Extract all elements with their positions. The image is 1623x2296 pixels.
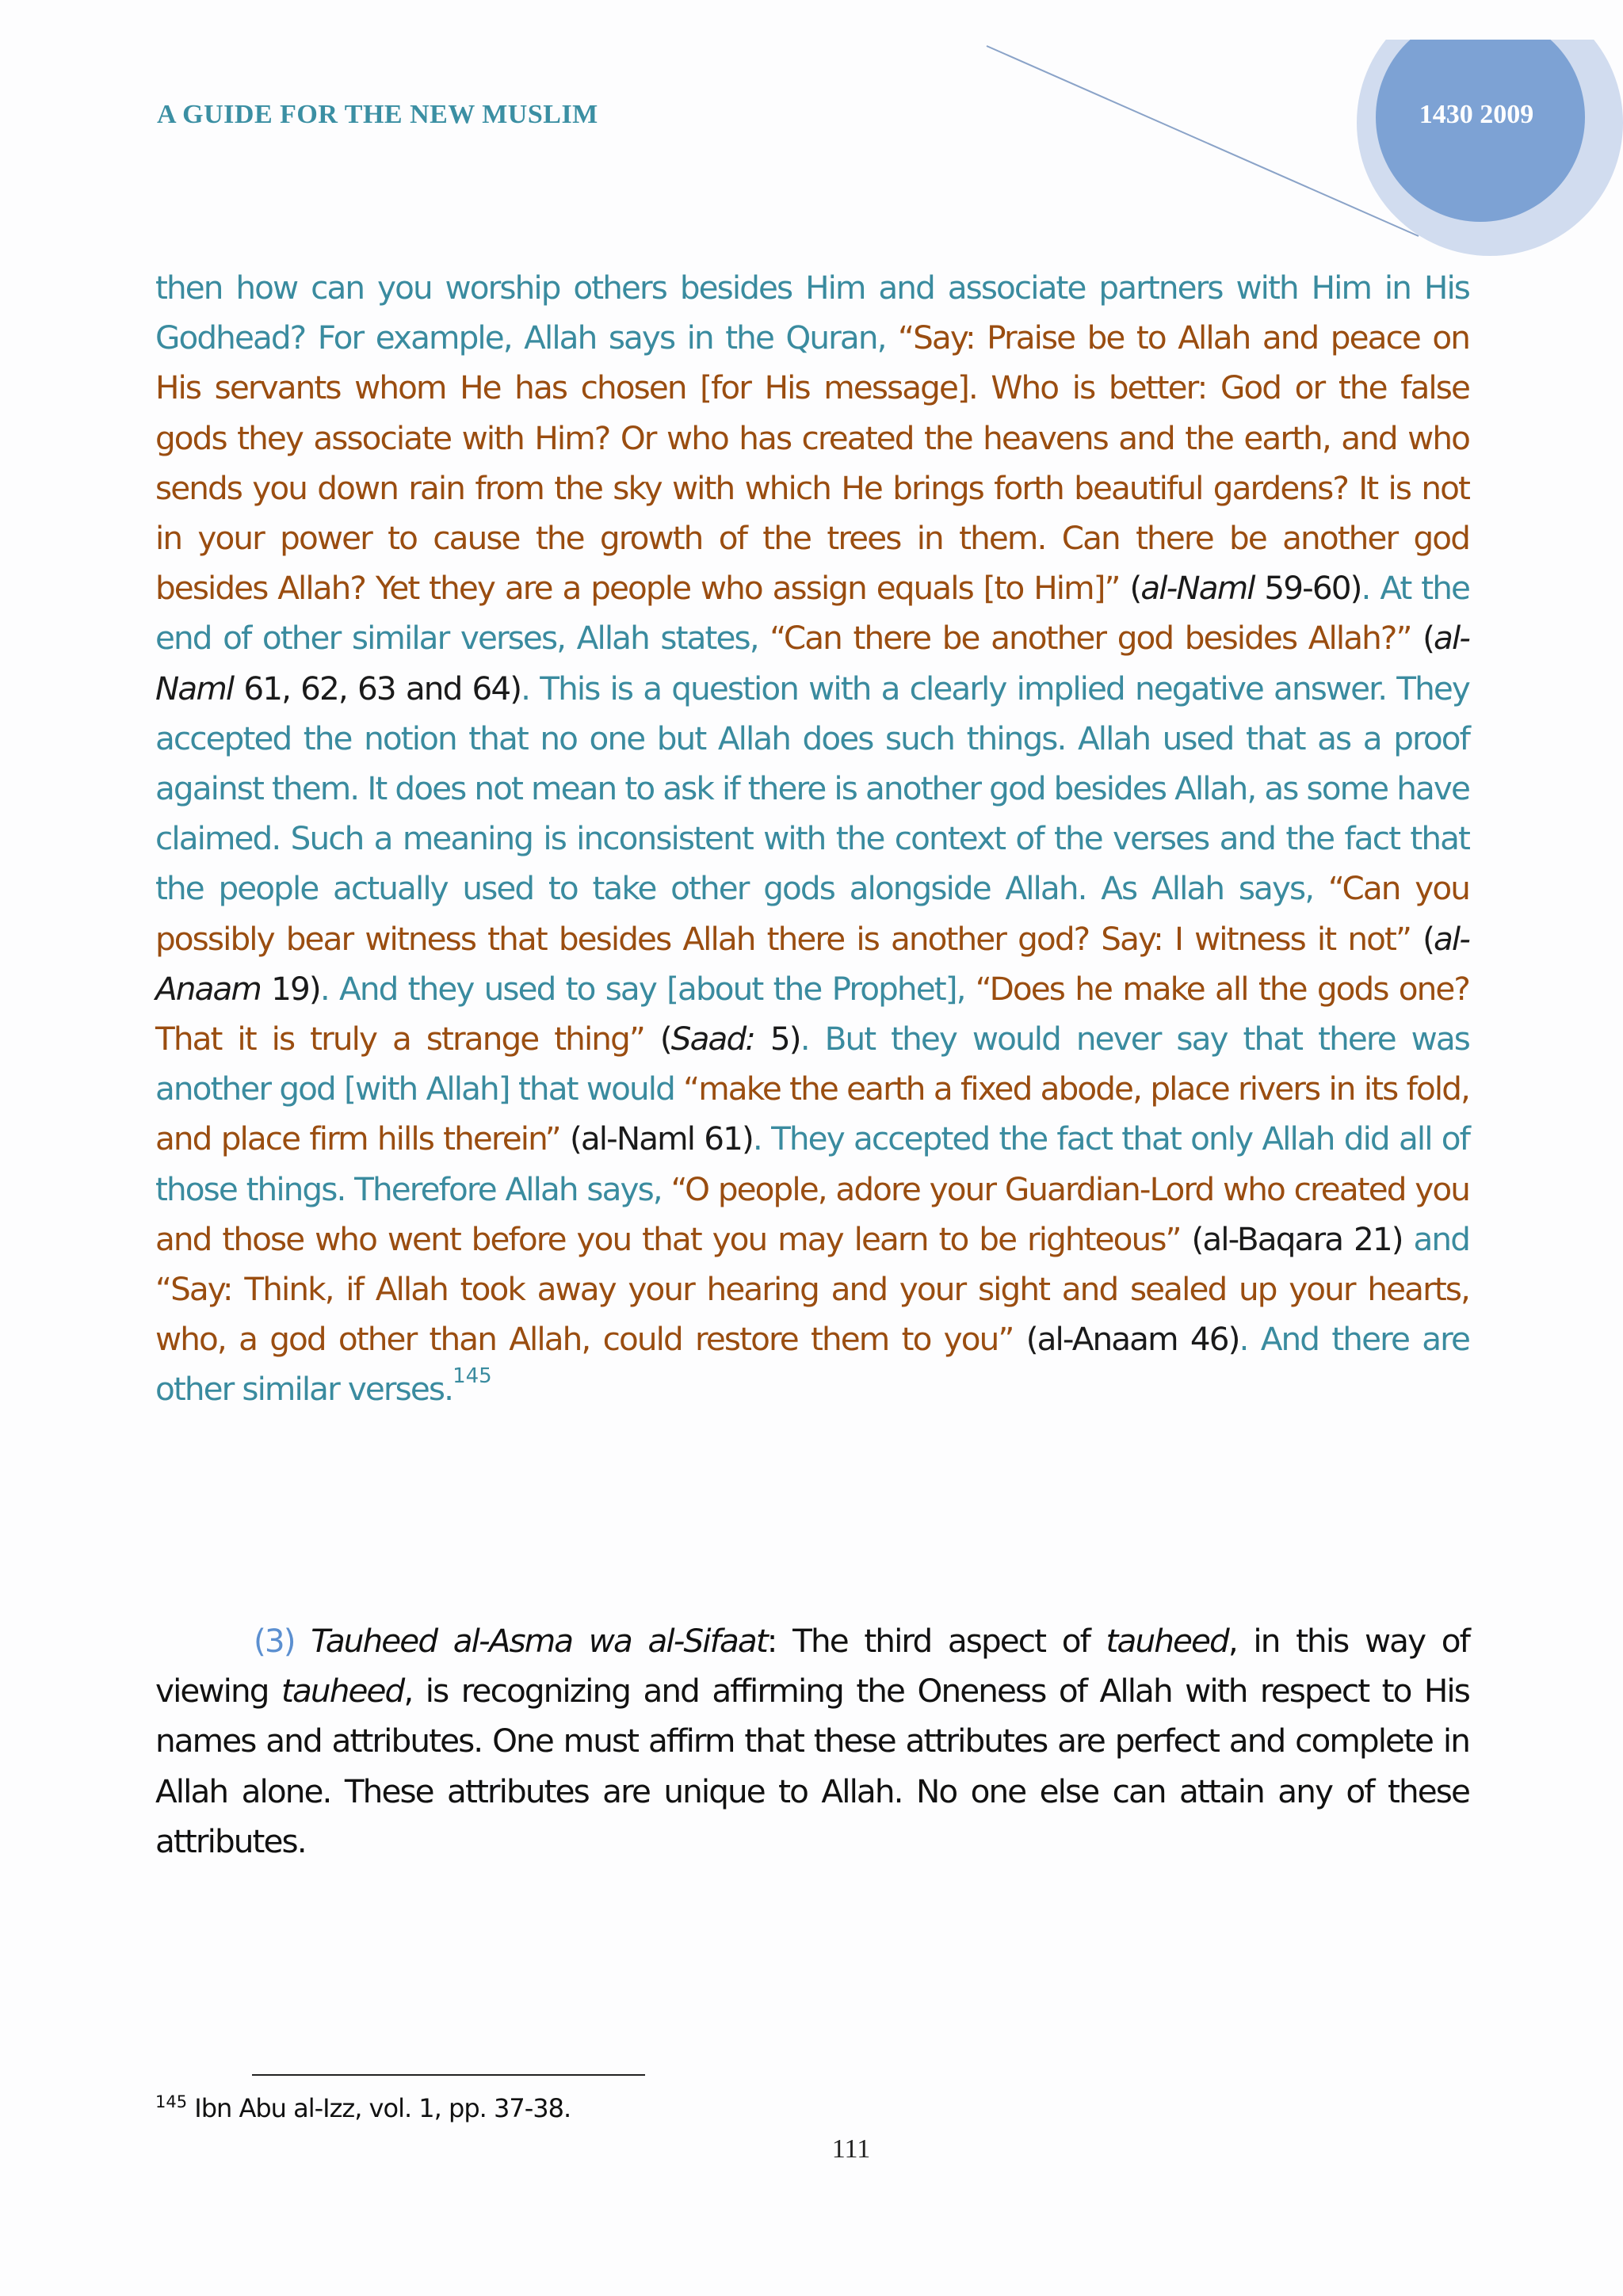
page-number: 111 — [831, 2134, 871, 2164]
footnote-separator — [252, 2074, 645, 2076]
text-segment: . And they used to say [about the Prophet], — [319, 969, 976, 1008]
section-number: (3) — [254, 1622, 295, 1660]
citation-surah: al-Naml — [1140, 569, 1254, 608]
quran-quote: “Say: Think, if Allah took away your hearing and your sight and sealed up your hearts, who, a god other than Allah, could restore them to you” — [155, 1270, 1469, 1359]
footnote-number: 145 — [155, 2092, 188, 2111]
paragraph-tauheed-asma-sifaat — [155, 1616, 1469, 1867]
citation: (al-Naml 61) — [559, 1119, 753, 1158]
header-decoration — [975, 40, 1623, 269]
citation-verses: 19) — [260, 969, 320, 1008]
running-header-title: A GUIDE FOR THE NEW MUSLIM — [157, 100, 598, 129]
footnote-reference[interactable]: 145 — [453, 1364, 492, 1389]
running-header-year: 1430 2009 — [1419, 100, 1534, 129]
text-segment: . At the end of other similar verses, Allah states, — [155, 569, 1469, 658]
text-segment: . This is a question with a clearly implied negative answer. They accepted the notion that no one but Allah does such things. Allah used that as a proof against them. It does not mean to ask if there is another god besides Allah, as some have claimed. Such a meaning is inconsistent with the context of the verses and the fact that the people actually used to take other gods alongside Allah. As Allah says, — [155, 669, 1469, 908]
footnote-text: Ibn Abu al-Izz, vol. 1, pp. 37-38. — [187, 2093, 571, 2123]
citation-open: ( — [1411, 919, 1434, 958]
term-italic: tauheed — [1106, 1622, 1228, 1660]
citation-surah: al-Anaam — [155, 919, 1469, 1008]
text-segment: . And there are other similar verses. — [155, 1320, 1469, 1409]
quran-quote: “Say: Praise be to Allah and peace on His servants whom He has chosen [for His message]. Who is better: God or the false gods they associate with Him? Or who has created the heavens and the earth, and who sends you down rain from the sky with which He brings forth beautiful gardens? It is not in your power to cause the growth of the trees in them. Can there be another god besides Allah? Yet they are a people who assign equals [to Him]” — [155, 318, 1469, 608]
term-italic: Tauheed al-Asma wa al-Sifaat — [294, 1622, 767, 1660]
citation: (al-Baqara 21) — [1180, 1219, 1403, 1258]
citation-verses: 59-60) — [1254, 569, 1361, 608]
citation: (al-Anaam 46) — [1013, 1320, 1239, 1359]
citation-verses: 5) — [754, 1020, 800, 1058]
citation-verses: 61, 62, 63 and 64) — [233, 669, 521, 707]
footnote — [155, 2093, 571, 2123]
text-segment: then how can you worship others besides Him and associate partners with Him in His Godhead? For example, Allah says in the Quran, — [155, 269, 1469, 357]
paragraph-quran-verses — [155, 263, 1469, 1415]
decoration-line — [987, 46, 1419, 236]
text-segment: , in this way of viewing — [155, 1622, 1469, 1711]
quran-quote: “Can there be another god besides Allah?” — [769, 619, 1411, 658]
citation-open: ( — [643, 1020, 671, 1058]
citation-surah: al-Naml — [155, 619, 1470, 707]
citation-surah: Saad: — [670, 1020, 754, 1058]
term-italic: tauheed — [281, 1672, 404, 1711]
citation-open: ( — [1411, 619, 1434, 658]
quran-quote: “Can you possibly bear witness that besides Allah there is another god? Say: I witness it not” — [155, 869, 1469, 958]
text-segment: . They accepted the fact that only Allah did all of those things. Therefore Allah says, — [155, 1119, 1470, 1208]
text-segment: , is recognizing and affirming the Oneness of Allah with respect to His names and attributes. One must affirm that these attributes are perfect and complete in Allah alone. These attributes are unique to Allah. No one else can attain any of these attributes. — [155, 1672, 1469, 1860]
quran-quote: “O people, adore your Guardian-Lord who created you and those who went before you that you may learn to be righteous” — [155, 1169, 1469, 1258]
text-segment: and — [1402, 1219, 1470, 1258]
citation-open: ( — [1119, 569, 1141, 608]
text-segment: : The third aspect of — [766, 1622, 1106, 1660]
quran-quote: “Does he make all the gods one? That it is truly a strange thing” — [155, 969, 1469, 1058]
text-segment: . But they would never say that there was another god [with Allah] that would — [155, 1020, 1469, 1108]
quran-quote: “make the earth a fixed abode, place rivers in its fold, and place firm hills therein” — [155, 1070, 1470, 1158]
